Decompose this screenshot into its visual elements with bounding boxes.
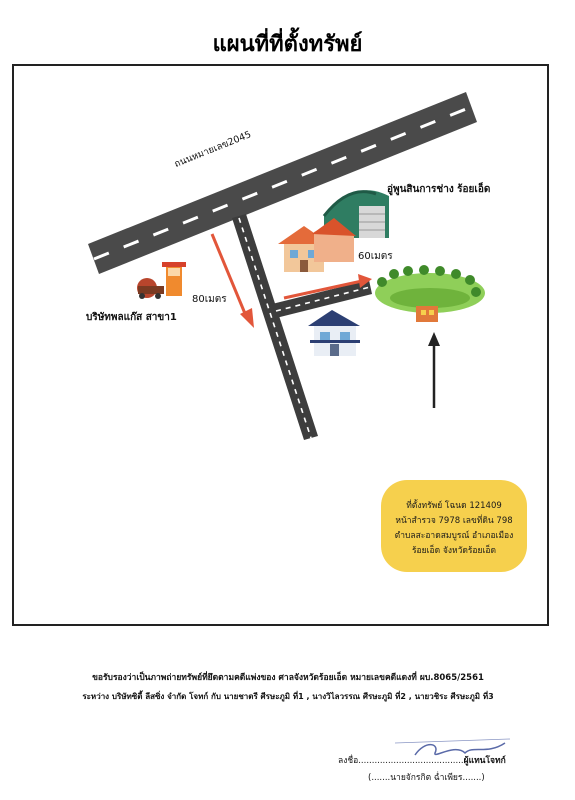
gas-station-icon (137, 262, 186, 299)
warehouse-label: อู่พูนสินการช่าง ร้อยเอ็ด (387, 184, 491, 195)
target-arrow (428, 332, 440, 408)
road-label: ถนนหมายเลข2045 (172, 129, 253, 171)
gas-station-label: บริษัทพลแก๊ส สาขา1 (86, 312, 177, 323)
callout-line: ตำบลสะอาดสมบูรณ์ อำเภอเมือง (394, 531, 514, 541)
callout-line: ที่ตั้งทรัพย์ โฉนด 121409 (406, 501, 502, 511)
land-parcel-icon (375, 265, 485, 322)
callout-line: หน้าสำรวจ 7978 เลขที่ดิน 798 (395, 516, 513, 526)
distance-left-label: 80เมตร (192, 294, 227, 305)
page-title: แผนที่ที่ตั้งทรัพย์ (212, 32, 363, 57)
callout-line: ร้อยเอ็ด จังหวัดร้อยเอ็ด (411, 546, 497, 556)
signatory-name: (.......นายจักรกิต ฉ่ำเพียร.......) (368, 773, 485, 783)
certification-line-2: ระหว่าง บริษัทซิตี้ ลีสซิ่ง จำกัด โจทก์ กับ นายชาตรี ศีรษะภูมิ ที่1 , นางวิไลวรรณ ศีรษะภูมิ ที่2 , นายวชิระ ศีรษะภูมิ ที่3 (82, 692, 494, 701)
distance-right-label: 60เมตร (358, 251, 393, 262)
signature-line (338, 753, 506, 767)
certification-line-1: ขอรับรองว่าเป็นภาพถ่ายทรัพย์ที่ยึดตามคดีแพ่งของ ศาลจังหวัดร้อยเอ็ด หมายเลขคดีแดงที่ ผบ.8065/2561 (92, 673, 484, 683)
property-callout (381, 480, 527, 572)
signature-prefix: ลงชื่อ....................................... (338, 756, 464, 766)
house-icon (308, 310, 360, 356)
signature-role: ผู้แทนโจทก์ (463, 756, 506, 766)
map-frame (12, 64, 549, 626)
